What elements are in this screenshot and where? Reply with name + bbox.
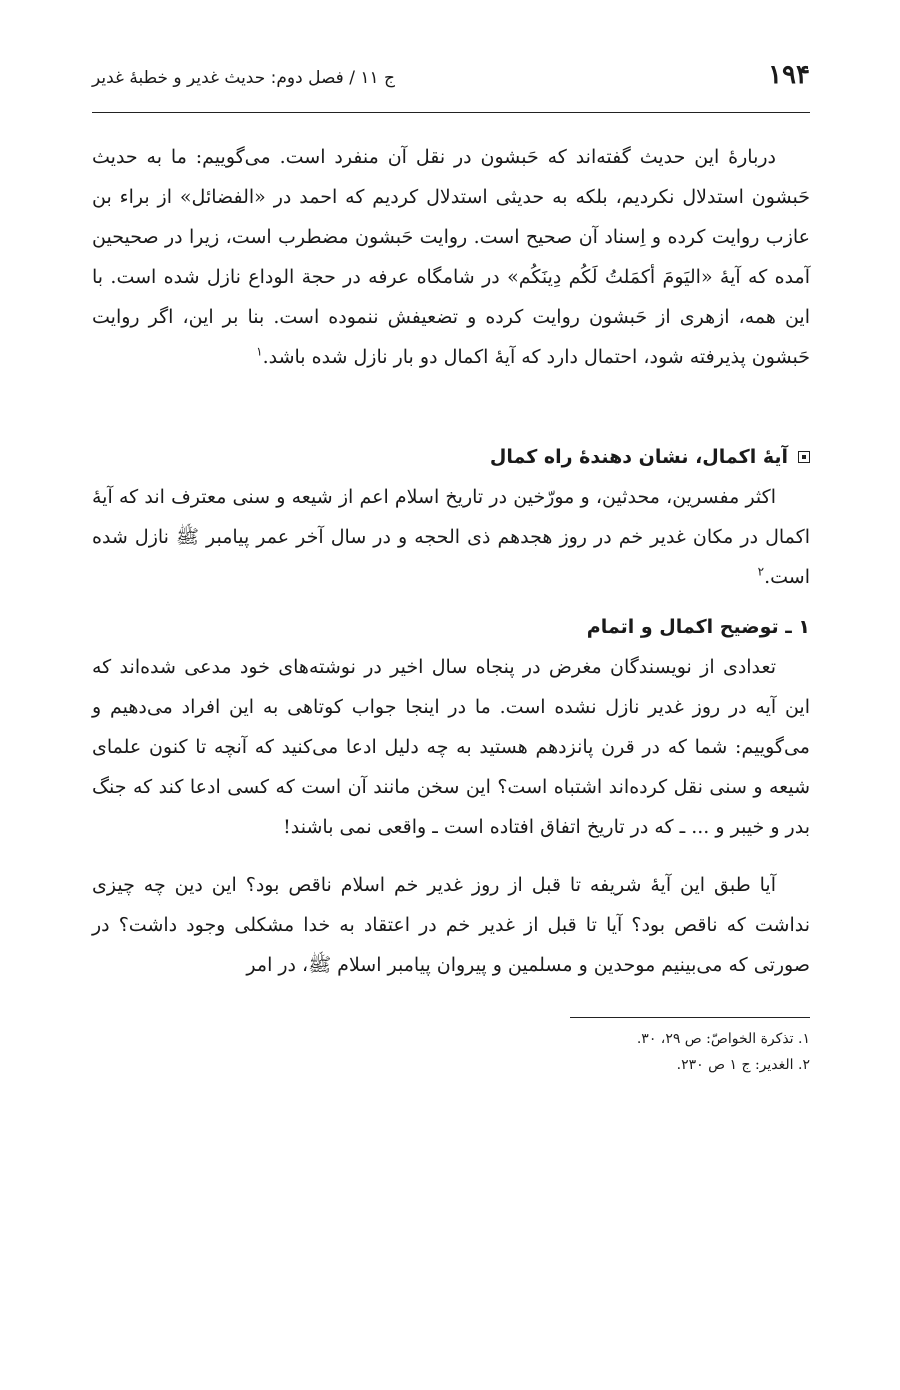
subsection-paragraph-1: تعدادی از نویسندگان مغرض در پنجاه سال اخیر در نوشته‌های خود مدعی شده‌اند که این آیه در روز غدیر نازل نشده است. ما در اینجا جواب کوتاهی به این افراد می‌دهیم و می‌گوییم: شما که در قرن پانزدهم هستید به چه دلیل ادعا می‌کنید که آنچه تا کنون علمای شیعه و سنی نقل کرده‌اند اشتباه است؟ این سخن مانند آن است که کسی ادعا کند که جنگ بدر و خیبر و ... ـ که در تاریخ اتفاق افتاده است ـ واقعی نمی باشند! <box>92 656 810 838</box>
book-page <box>92 60 810 1078</box>
footnote-ref-1: ۱ <box>256 344 263 359</box>
footnote-rule <box>570 1017 810 1018</box>
section-heading <box>92 437 810 477</box>
section-heading-text: آیهٔ اکمال، نشان دهندهٔ راه کمال <box>489 446 788 468</box>
footnote-1: ۱. تذکرة الخواصّ: ص ۲۹، ۳۰. <box>636 1031 810 1047</box>
subsection-heading: ۱ ـ توضیح اکمال و اتمام <box>586 616 810 638</box>
page-header <box>92 60 810 112</box>
page-number: ۱۹۴ <box>768 60 810 90</box>
footnote-ref-2: ۲ <box>757 564 765 579</box>
paragraph-1 <box>92 137 810 377</box>
subsection-paragraph-2: آیا طبق این آیهٔ شریفه تا قبل از روز غدیر خم اسلام ناقص بود؟ این دین چه چیزی نداشت که ناقص بود؟ آیا تا قبل از غدیر خم در اعتقاد به خدا مشکلی وجود داشت؟ در صورتی که می‌بینیم موحدین و مسلمین و پیروان پیامبر اسلام ﷺ، در امر <box>92 874 810 976</box>
running-head: ج ۱۱ / فصل دوم: حدیث غدیر و خطبهٔ غدیر <box>92 68 396 88</box>
section-paragraph-text: اکثر مفسرین، محدثین، و مورّخین در تاریخ اسلام اعم از شیعه و سنی معترف اند که آیهٔ اکمال در مکان غدیر خم در روز هجدهم ذی الحجه و در سال آخر عمر پیامبر ﷺ نازل شده است. <box>92 486 810 588</box>
section-paragraph <box>92 477 810 597</box>
footnote-2: ۲. الغدیر: ج ۱ ص ۲۳۰. <box>676 1057 810 1073</box>
paragraph-1-text: دربارهٔ این حدیث گفته‌اند که حَبشون در نقل آن منفرد است. می‌گوییم: ما به حدیث حَبشون استدلال نکردیم، بلکه به حدیثی استدلال کردیم که احمد در «الفضائل» از براء بن عازب روایت کرده و اِسناد آن صحیح است. روایت حَبشون مضطرب است، زیرا در صحیحین آمده که آیهٔ «الیَومَ أکمَلتُ لَکُم دِینَکُم» در شامگاه عرفه در حجة الوداع نازل شده است. با این همه، ازهری از حَبشون روایت کرده و تضعیفش ننموده است. بنا بر این، اگر روایت حَبشون پذیرفته شود، احتمال دارد که آیهٔ اکمال دو بار نازل شده باشد. <box>92 146 810 368</box>
header-rule <box>92 112 810 113</box>
square-bullet-icon <box>798 451 810 463</box>
